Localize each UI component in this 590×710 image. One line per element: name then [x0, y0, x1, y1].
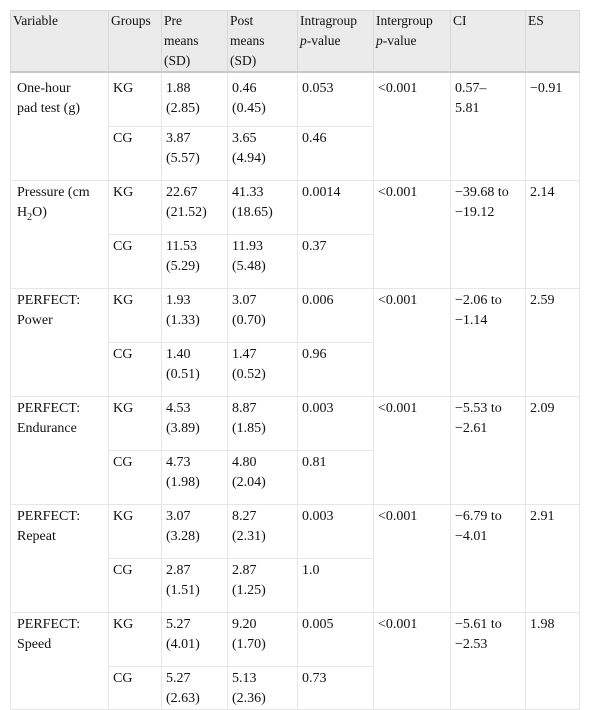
pre-cell: 3.07 (3.28)	[162, 505, 228, 559]
col-header-es: ES	[526, 11, 580, 73]
ci-cell: −39.68 to −19.12	[451, 181, 526, 289]
intragroup-cell: 0.0014	[298, 181, 374, 235]
ci-cell: −5.53 to −2.61	[451, 397, 526, 505]
col-header-ci: CI	[451, 11, 526, 73]
col-header-groups: Groups	[109, 11, 162, 73]
intragroup-cell: 0.81	[298, 451, 374, 505]
intragroup-cell: 0.96	[298, 343, 374, 397]
post-cell: 3.65 (4.94)	[228, 127, 298, 181]
pre-cell: 4.73 (1.98)	[162, 451, 228, 505]
results-table	[10, 10, 580, 710]
intragroup-cell: 1.0	[298, 559, 374, 613]
group-cell: CG	[109, 127, 162, 181]
ci-cell: 0.57– 5.81	[451, 72, 526, 181]
intergroup-cell: <0.001	[374, 505, 451, 613]
col-header-pre-means: Pre means (SD)	[162, 11, 228, 73]
col-header-intergroup-p: Intergroup p-value	[374, 11, 451, 73]
table-row	[11, 505, 580, 559]
group-cell: KG	[109, 613, 162, 667]
intragroup-cell: 0.003	[298, 505, 374, 559]
intragroup-cell: 0.053	[298, 72, 374, 127]
variable-cell: One-hour pad test (g)	[11, 72, 109, 181]
intergroup-cell: <0.001	[374, 181, 451, 289]
pre-cell: 2.87 (1.51)	[162, 559, 228, 613]
variable-cell: PERFECT: Repeat	[11, 505, 109, 613]
group-cell: CG	[109, 667, 162, 710]
pre-cell: 22.67 (21.52)	[162, 181, 228, 235]
intragroup-cell: 0.37	[298, 235, 374, 289]
post-cell: 1.47 (0.52)	[228, 343, 298, 397]
post-cell: 2.87 (1.25)	[228, 559, 298, 613]
table-row	[11, 181, 580, 235]
es-cell: 1.98	[526, 613, 580, 710]
pre-cell: 1.88 (2.85)	[162, 72, 228, 127]
es-cell: −0.91	[526, 72, 580, 181]
post-cell: 0.46 (0.45)	[228, 72, 298, 127]
pre-cell: 3.87 (5.57)	[162, 127, 228, 181]
post-cell: 5.13 (2.36)	[228, 667, 298, 710]
group-cell: KG	[109, 505, 162, 559]
group-cell: CG	[109, 559, 162, 613]
post-cell: 3.07 (0.70)	[228, 289, 298, 343]
col-header-post-means: Post means (SD)	[228, 11, 298, 73]
intergroup-cell: <0.001	[374, 397, 451, 505]
variable-cell: PERFECT: Power	[11, 289, 109, 397]
variable-cell: Pressure (cm $H_2O$)	[11, 181, 109, 289]
table-body	[11, 72, 580, 710]
group-cell: KG	[109, 181, 162, 235]
pre-cell: 4.53 (3.89)	[162, 397, 228, 451]
intragroup-cell: 0.006	[298, 289, 374, 343]
group-cell: KG	[109, 72, 162, 127]
group-cell: KG	[109, 289, 162, 343]
es-cell: 2.91	[526, 505, 580, 613]
ci-cell: −2.06 to −1.14	[451, 289, 526, 397]
post-cell: 9.20 (1.70)	[228, 613, 298, 667]
ci-cell: −6.79 to −4.01	[451, 505, 526, 613]
post-cell: 11.93 (5.48)	[228, 235, 298, 289]
variable-cell: PERFECT: Speed	[11, 613, 109, 710]
pre-cell: 11.53 (5.29)	[162, 235, 228, 289]
es-cell: 2.14	[526, 181, 580, 289]
table-header	[11, 11, 580, 73]
col-header-variable: Variable	[11, 11, 109, 73]
variable-cell: PERFECT: Endurance	[11, 397, 109, 505]
post-cell: 8.27 (2.31)	[228, 505, 298, 559]
intragroup-cell: 0.73	[298, 667, 374, 710]
pre-cell: 1.40 (0.51)	[162, 343, 228, 397]
intergroup-cell: <0.001	[374, 72, 451, 181]
pre-cell: 5.27 (2.63)	[162, 667, 228, 710]
es-cell: 2.09	[526, 397, 580, 505]
intragroup-cell: 0.003	[298, 397, 374, 451]
intergroup-cell: <0.001	[374, 613, 451, 710]
col-header-intragroup-p: Intragroup p-value	[298, 11, 374, 73]
intergroup-cell: <0.001	[374, 289, 451, 397]
group-cell: CG	[109, 451, 162, 505]
ci-cell: −5.61 to −2.53	[451, 613, 526, 710]
table-row	[11, 397, 580, 451]
post-cell: 8.87 (1.85)	[228, 397, 298, 451]
table-row	[11, 613, 580, 667]
es-cell: 2.59	[526, 289, 580, 397]
post-cell: 4.80 (2.04)	[228, 451, 298, 505]
group-cell: CG	[109, 235, 162, 289]
pre-cell: 1.93 (1.33)	[162, 289, 228, 343]
intragroup-cell: 0.005	[298, 613, 374, 667]
post-cell: 41.33 (18.65)	[228, 181, 298, 235]
group-cell: CG	[109, 343, 162, 397]
pre-cell: 5.27 (4.01)	[162, 613, 228, 667]
table-row	[11, 289, 580, 343]
intragroup-cell: 0.46	[298, 127, 374, 181]
table-row	[11, 72, 580, 127]
group-cell: KG	[109, 397, 162, 451]
